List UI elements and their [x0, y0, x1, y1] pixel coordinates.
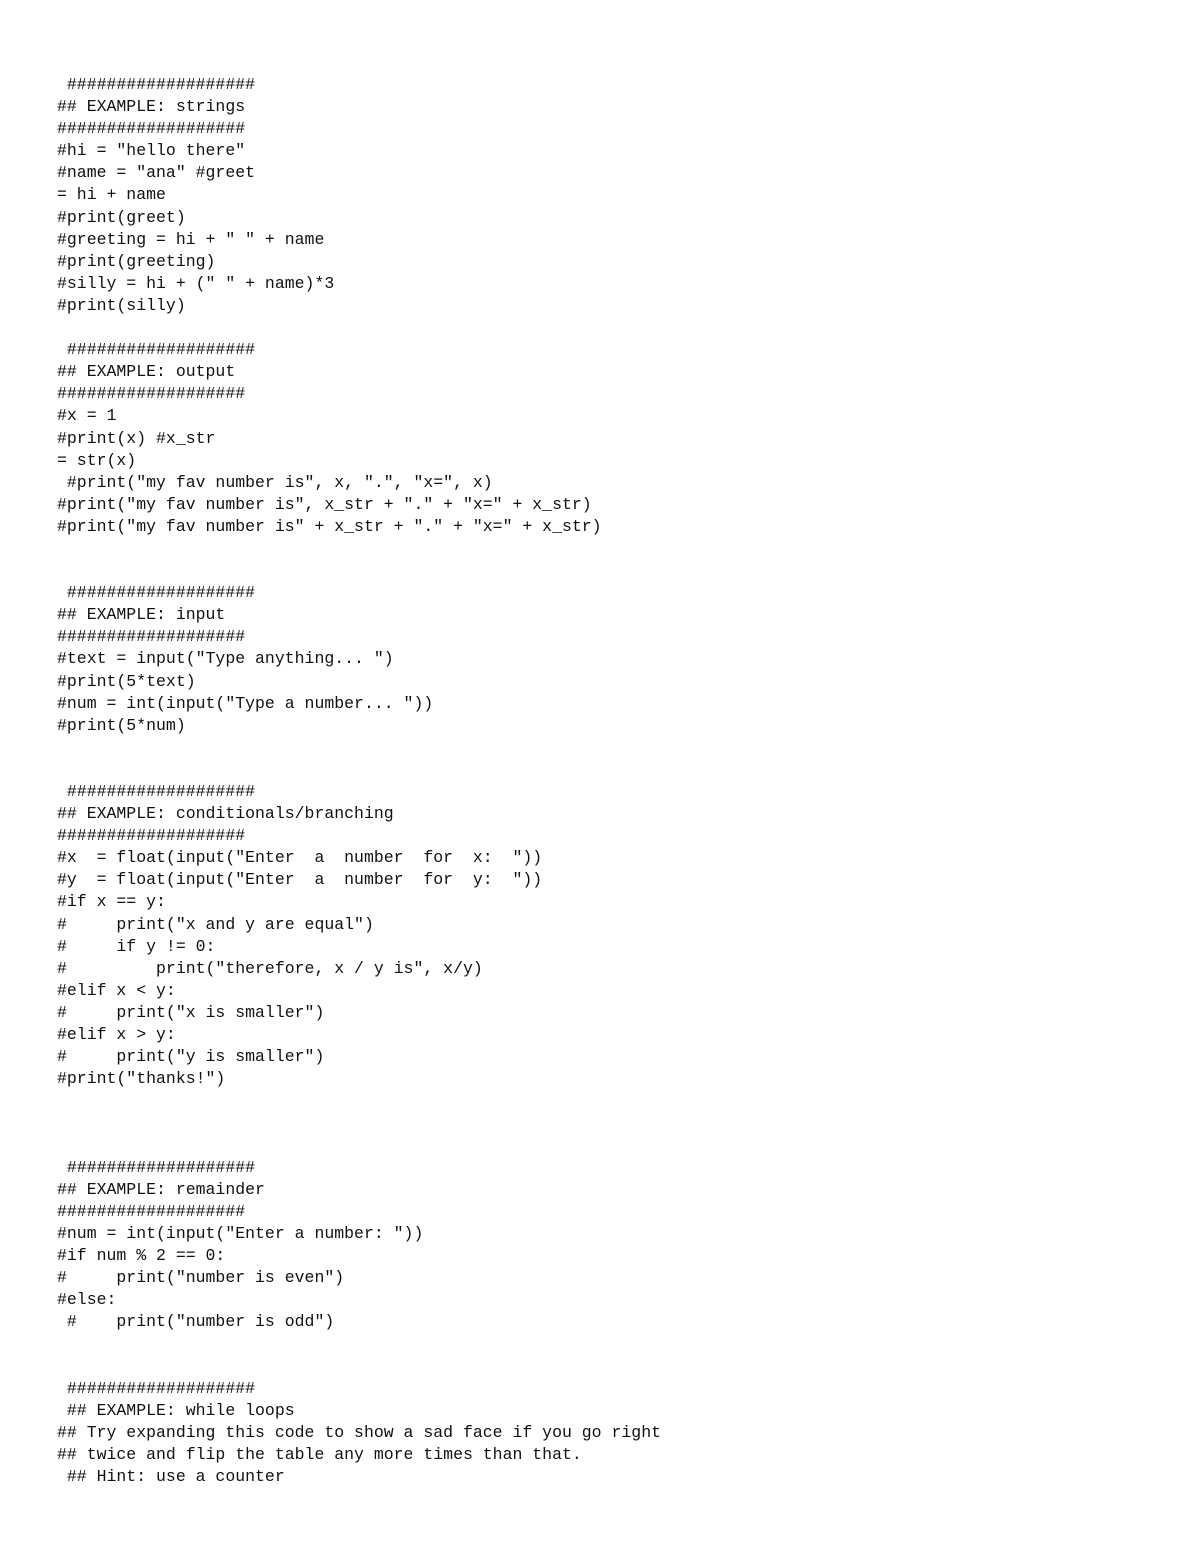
code-line: #x = 1 — [57, 406, 117, 426]
code-line: # print("y is smaller") — [57, 1047, 325, 1067]
code-document — [57, 74, 1157, 1488]
code-line: #elif x < y: — [57, 980, 176, 1000]
code-line: ################### — [57, 384, 246, 404]
code-line: # print("x and y are equal") — [57, 914, 374, 934]
code-line: #if num % 2 == 0: — [57, 1245, 226, 1265]
code-line: = hi + name — [57, 185, 166, 205]
blank-line — [57, 1135, 1157, 1157]
code-line: #x = float(input("Enter a number for x: ")) — [57, 848, 543, 868]
blank-line — [57, 560, 1157, 582]
code-line: #greeting = hi + " " + name — [57, 229, 325, 249]
code-line: ################### — [57, 119, 246, 139]
code-line: #print(greet) — [57, 207, 186, 227]
code-line: ################### — [57, 340, 256, 360]
code-line: ################### — [57, 1157, 256, 1177]
code-line: ## EXAMPLE: remainder — [57, 1179, 265, 1199]
code-line: ################### — [57, 627, 246, 647]
code-line: #num = int(input("Enter a number: ")) — [57, 1223, 424, 1243]
code-line: # print("x is smaller") — [57, 1002, 325, 1022]
code-line: ## EXAMPLE: conditionals/branching — [57, 804, 394, 824]
code-line: #print("my fav number is", x, ".", "x=", x) — [57, 472, 493, 492]
code-line: #elif x > y: — [57, 1025, 176, 1045]
code-line: ## Try expanding this code to show a sad face if you go right — [57, 1422, 661, 1442]
code-line: #print(x) #x_str — [57, 428, 216, 448]
code-line: #print("my fav number is", x_str + "." + "x=" + x_str) — [57, 494, 592, 514]
code-line: #hi = "hello there" — [57, 141, 246, 161]
code-line: ################### — [57, 583, 256, 603]
code-line: #y = float(input("Enter a number for y: ")) — [57, 870, 543, 890]
code-line: ## EXAMPLE: strings — [57, 97, 246, 117]
code-line: # print("therefore, x / y is", x/y) — [57, 958, 483, 978]
code-line: ## EXAMPLE: input — [57, 605, 226, 625]
blank-line — [57, 538, 1157, 560]
code-line: #silly = hi + (" " + name)*3 — [57, 273, 335, 293]
blank-line — [57, 317, 1157, 339]
code-line: = str(x) — [57, 450, 137, 470]
code-line: # print("number is odd") — [57, 1312, 335, 1332]
blank-line — [57, 737, 1157, 759]
blank-line — [57, 1090, 1157, 1112]
code-line: #name = "ana" #greet — [57, 163, 256, 183]
blank-line — [57, 1112, 1157, 1134]
code-line: ## twice and flip the table any more times than that. — [57, 1444, 582, 1464]
blank-line — [57, 1355, 1157, 1377]
code-line: #else: — [57, 1290, 117, 1310]
code-line: #print(5*text) — [57, 671, 196, 691]
code-line: # if y != 0: — [57, 936, 216, 956]
code-line: #print(greeting) — [57, 251, 216, 271]
code-line: #num = int(input("Type a number... ")) — [57, 693, 434, 713]
code-line: ################### — [57, 782, 256, 801]
code-line: #if x == y: — [57, 892, 166, 912]
code-line: #print("thanks!") — [57, 1069, 226, 1089]
code-line: ## Hint: use a counter — [57, 1466, 285, 1486]
code-line: ## EXAMPLE: output — [57, 362, 236, 382]
code-line: ################### — [57, 1378, 256, 1398]
code-line: #print(silly) — [57, 295, 186, 315]
code-line: #print("my fav number is" + x_str + "." + "x=" + x_str) — [57, 516, 602, 536]
blank-line — [57, 759, 1157, 781]
code-line: ## EXAMPLE: while loops — [57, 1400, 295, 1420]
code-line: #text = input("Type anything... ") — [57, 649, 394, 669]
code-line: # print("number is even") — [57, 1268, 345, 1288]
blank-line — [57, 1333, 1157, 1355]
code-line: ################### — [57, 1201, 246, 1221]
code-line: ################### — [57, 75, 256, 94]
code-line: #print(5*num) — [57, 715, 186, 735]
code-line: ################### — [57, 826, 246, 846]
